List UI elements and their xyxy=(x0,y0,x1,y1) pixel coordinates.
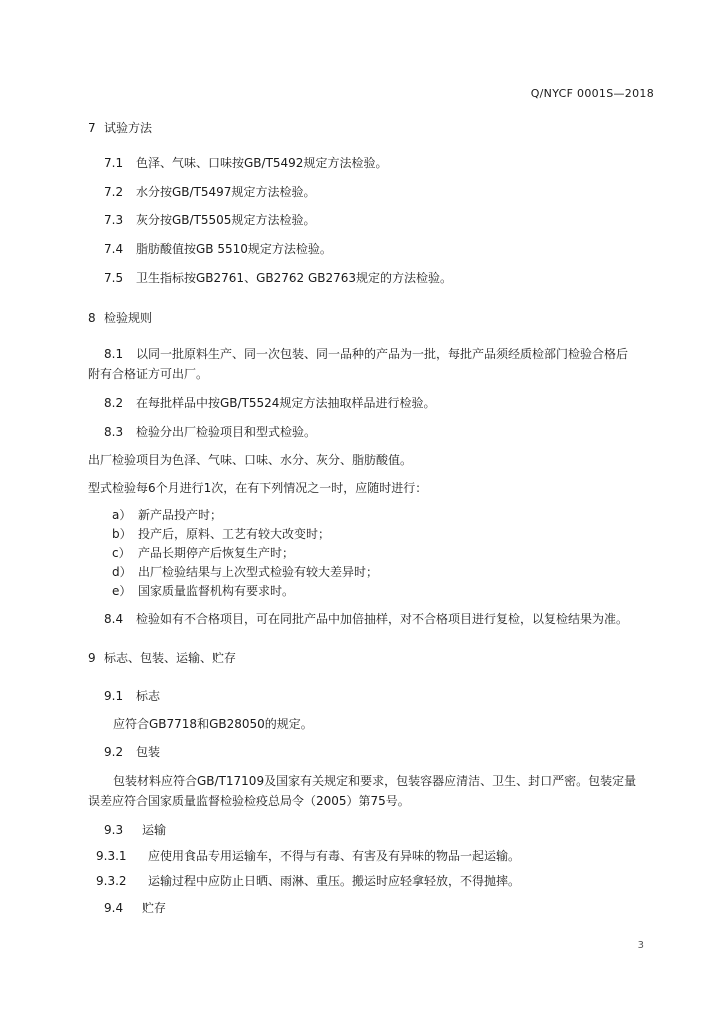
list-text: 国家质量监督机构有要求时。 xyxy=(138,584,295,598)
section-title: 试验方法 xyxy=(104,121,153,135)
section-number: 9 xyxy=(88,651,96,665)
list-item-a xyxy=(112,507,222,523)
clause-number: 8.1 xyxy=(104,347,124,361)
clause-number: 7.5 xyxy=(104,271,124,285)
clause-number: 7.3 xyxy=(104,213,124,227)
clause-title: 包装 xyxy=(136,745,161,759)
list-text: 投产后，原料、工艺有较大改变时； xyxy=(138,527,331,541)
clause-9-2-title xyxy=(104,744,160,760)
clause-9-1-body: 应符合GB7718和GB28050的规定。 xyxy=(113,717,313,731)
clause-text: 运输过程中应防止日晒、雨淋、重压。搬运时应轻拿轻放，不得抛摔。 xyxy=(148,874,521,888)
document-code: Q/NYCF 0001S—2018 xyxy=(530,87,654,100)
clause-7-2 xyxy=(104,184,315,200)
clause-9-2-body-line2: 误差应符合国家质量监督检验检疫总局令（2005）第75号。 xyxy=(88,794,410,808)
section-7-heading xyxy=(88,120,152,136)
clause-8-4 xyxy=(104,611,628,627)
factory-inspection-items: 出厂检验项目为色泽、气味、口味、水分、灰分、脂肪酸值。 xyxy=(88,453,413,467)
section-number: 7 xyxy=(88,121,96,135)
clause-number: 9.3.2 xyxy=(96,874,127,888)
clause-9-4-title xyxy=(104,900,166,916)
list-marker: d） xyxy=(112,565,132,579)
list-text: 产品长期停产后恢复生产时； xyxy=(138,546,295,560)
clause-number: 9.3 xyxy=(104,823,124,837)
clause-text: 卫生指标按GB2761、GB2762 GB2763规定的方法检验。 xyxy=(136,271,453,285)
clause-9-3-2 xyxy=(96,873,520,889)
clause-7-3 xyxy=(104,212,315,228)
clause-8-1 xyxy=(104,346,628,362)
clause-text: 脂肪酸值按GB 5510规定方法检验。 xyxy=(136,242,332,256)
section-number: 8 xyxy=(88,311,96,325)
clause-9-3-title xyxy=(104,822,166,838)
section-title: 检验规则 xyxy=(104,311,153,325)
clause-text: 检验如有不合格项目，可在同批产品中加倍抽样，对不合格项目进行复检，以复检结果为准。 xyxy=(136,612,629,626)
clause-8-3 xyxy=(104,424,316,440)
clause-text: 在每批样品中按GB/T5524规定方法抽取样品进行检验。 xyxy=(136,396,436,410)
list-text: 出厂检验结果与上次型式检验有较大差异时； xyxy=(138,565,379,579)
clause-number: 9.4 xyxy=(104,901,124,915)
type-test-conditions: 型式检验每6个月进行1次，在有下列情况之一时，应随时进行： xyxy=(88,481,428,495)
clause-7-1 xyxy=(104,155,387,171)
clause-text: 检验分出厂检验项目和型式检验。 xyxy=(136,425,317,439)
section-8-heading xyxy=(88,310,152,326)
clause-7-5 xyxy=(104,270,452,286)
list-marker: a） xyxy=(112,508,132,522)
clause-text: 色泽、气味、口味按GB/T5492规定方法检验。 xyxy=(136,156,388,170)
clause-number: 9.1 xyxy=(104,689,124,703)
clause-text: 水分按GB/T5497规定方法检验。 xyxy=(136,185,316,199)
list-item-c xyxy=(112,545,294,561)
clause-text: 灰分按GB/T5505规定方法检验。 xyxy=(136,213,316,227)
clause-8-1-continuation: 附有合格证方可出厂。 xyxy=(88,367,209,381)
clause-8-2 xyxy=(104,395,435,411)
clause-number: 8.4 xyxy=(104,612,124,626)
clause-title: 运输 xyxy=(142,823,167,837)
list-text: 新产品投产时； xyxy=(138,508,223,522)
list-marker: b） xyxy=(112,527,132,541)
clause-number: 7.4 xyxy=(104,242,124,256)
clause-number: 8.3 xyxy=(104,425,124,439)
clause-9-2-body-line1: 包装材料应符合GB/T17109及国家有关规定和要求，包装容器应清洁、卫生、封口严密。包装定量 xyxy=(113,774,637,788)
list-item-b xyxy=(112,526,330,542)
clause-7-4 xyxy=(104,241,332,257)
clause-text: 应使用食品专用运输车，不得与有毒、有害及有异味的物品一起运输。 xyxy=(148,849,521,863)
list-marker: e） xyxy=(112,584,132,598)
clause-9-1-title xyxy=(104,688,160,704)
clause-text: 以同一批原料生产、同一次包装、同一品种的产品为一批，每批产品须经质检部门检验合格后 xyxy=(136,347,629,361)
clause-number: 8.2 xyxy=(104,396,124,410)
clause-title: 贮存 xyxy=(142,901,167,915)
page-number: 3 xyxy=(637,940,644,951)
clause-number: 9.2 xyxy=(104,745,124,759)
clause-number: 9.3.1 xyxy=(96,849,127,863)
list-marker: c） xyxy=(112,546,131,560)
clause-number: 7.1 xyxy=(104,156,124,170)
list-item-e xyxy=(112,583,294,599)
section-title: 标志、包装、运输、贮存 xyxy=(104,651,237,665)
section-9-heading xyxy=(88,650,236,666)
clause-9-3-1 xyxy=(96,848,520,864)
list-item-d xyxy=(112,564,378,580)
clause-number: 7.2 xyxy=(104,185,124,199)
clause-title: 标志 xyxy=(136,689,161,703)
